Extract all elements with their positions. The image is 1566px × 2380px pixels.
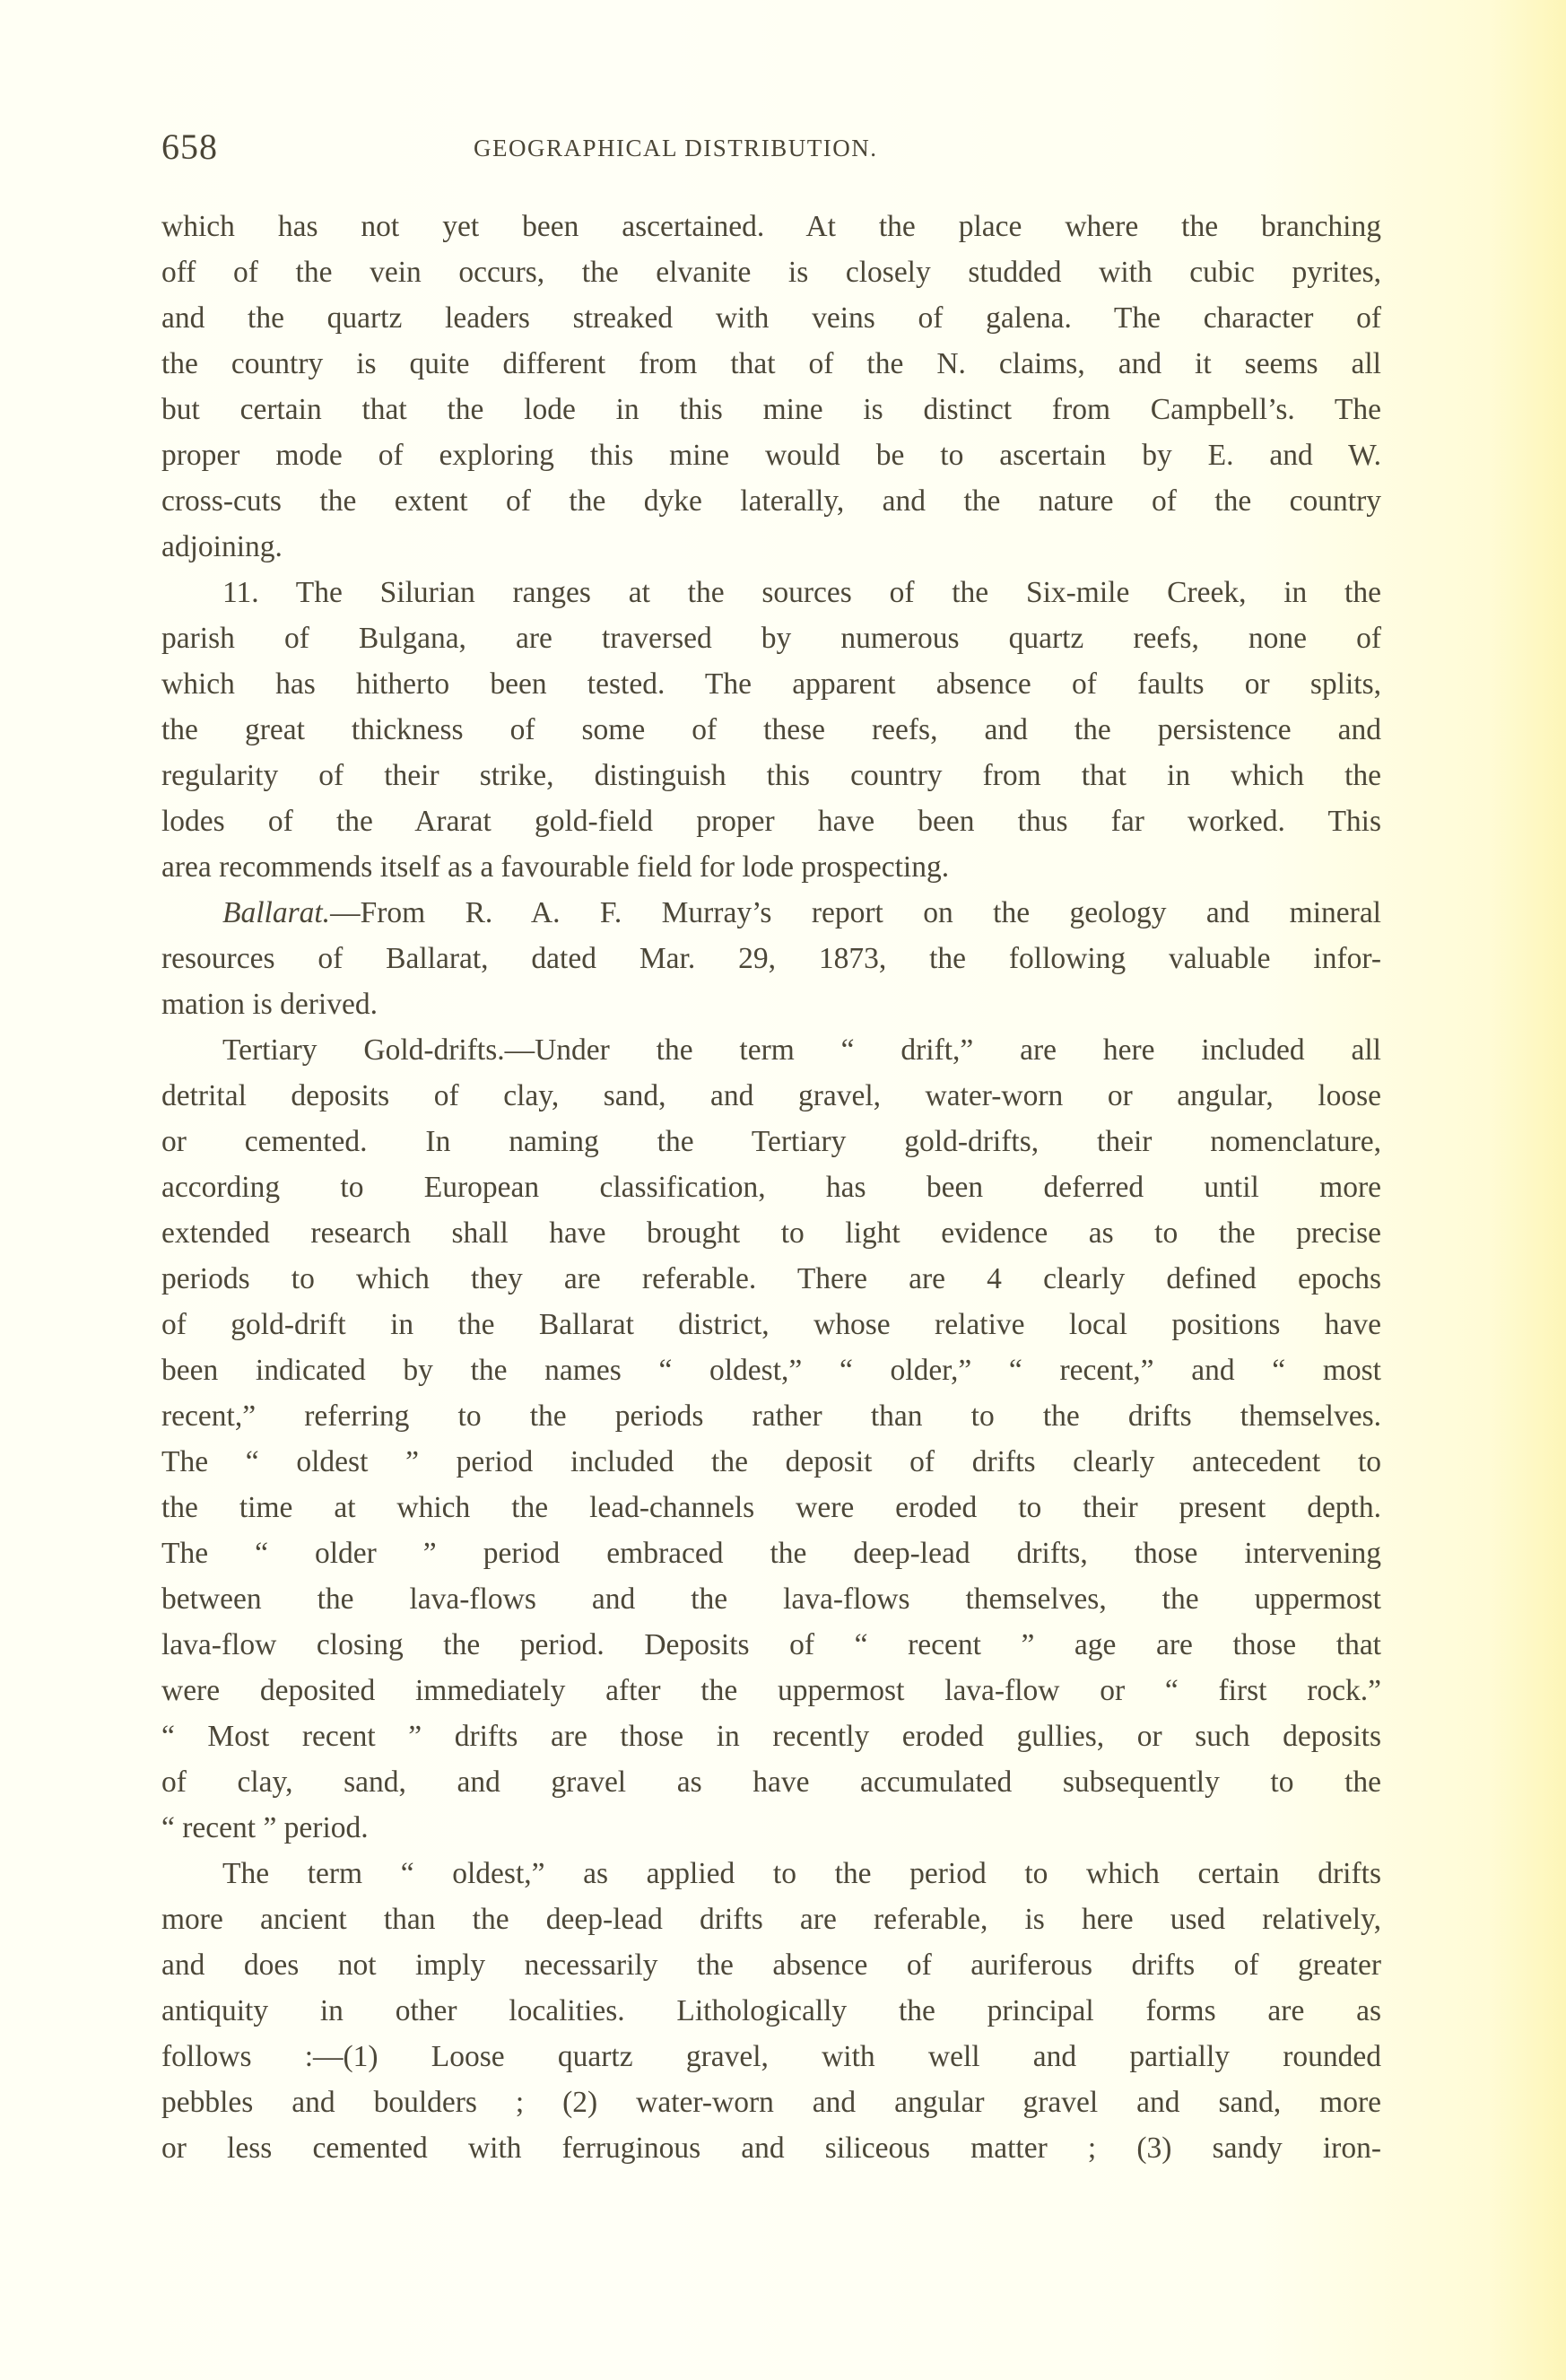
running-head	[161, 126, 1381, 170]
text-line	[222, 1852, 1381, 1896]
line-text: were deposited immediately after the uppermost lava-flow or “ first rock.”	[161, 1674, 1381, 1707]
line-text: the country is quite different from that of the N. claims, and it seems all	[161, 347, 1381, 380]
text-line	[161, 250, 1381, 295]
line-text: proper mode of exploring this mine would be to ascertain by E. and W.	[161, 439, 1381, 472]
line-text: but certain that the lode in this mine is distinct from Campbell’s. The	[161, 393, 1381, 426]
line-text: cross-cuts the extent of the dyke laterally, and the nature of the country	[161, 484, 1381, 518]
line-text: according to European classification, has been deferred until more	[161, 1171, 1381, 1204]
line-text: The “ oldest ” period included the deposit of drifts clearly antecedent to	[161, 1445, 1381, 1478]
line-text: which has not yet been ascertained. At the place where the branching	[161, 210, 1381, 243]
text-line	[161, 296, 1381, 341]
text-line	[161, 2126, 1381, 2171]
text-line	[161, 662, 1381, 707]
line-text: the great thickness of some of these reefs, and the persistence and	[161, 713, 1381, 746]
text-line	[161, 1165, 1381, 1210]
text-line	[161, 479, 1381, 524]
text-line	[161, 1394, 1381, 1439]
text-line	[161, 1943, 1381, 1988]
text-line	[161, 708, 1381, 753]
line-text: of clay, sand, and gravel as have accumulated subsequently to the	[161, 1765, 1381, 1799]
line-text: the time at which the lead-channels were eroded to their present depth.	[161, 1491, 1381, 1524]
text-line	[161, 1669, 1381, 1713]
line-text: and the quartz leaders streaked with veins of galena. The character of	[161, 301, 1381, 335]
line-text: resources of Ballarat, dated Mar. 29, 1873, the following valuable infor-	[161, 942, 1381, 975]
line-text: “ Most recent ” drifts are those in recently eroded gullies, or such deposits	[161, 1720, 1381, 1753]
text-line	[161, 1531, 1381, 1576]
line-text: or less cemented with ferruginous and siliceous matter ; (3) sandy iron-	[161, 2132, 1381, 2165]
line-text: recent,” referring to the periods rather than to the drifts themselves.	[161, 1399, 1381, 1433]
line-text: or cemented. In naming the Tertiary gold-drifts, their nomenclature,	[161, 1125, 1381, 1158]
line-text: periods to which they are referable. There are 4 clearly defined epochs	[161, 1262, 1381, 1295]
line-text: Tertiary Gold-drifts.—Under the term “ drift,” are here included all	[222, 1033, 1381, 1067]
line-text: —From R. A. F. Murray’s report on the geology and mineral	[330, 896, 1381, 929]
italic-section-title: Ballarat.	[222, 896, 331, 929]
text-line	[161, 205, 1381, 249]
line-text: mation is derived.	[161, 988, 378, 1021]
line-text: regularity of their strike, distinguish this country from that in which the	[161, 759, 1381, 792]
line-text: area recommends itself as a favourable field for lode prospecting.	[161, 850, 950, 884]
text-line	[161, 2035, 1381, 2079]
text-line	[161, 1897, 1381, 1942]
line-text: of gold-drift in the Ballarat district, whose relative local positions have	[161, 1308, 1381, 1341]
text-line	[161, 1623, 1381, 1668]
line-text: and does not imply necessarily the absence of auriferous drifts of greater	[161, 1948, 1381, 1982]
text-line	[161, 1989, 1381, 2034]
text-line	[161, 616, 1381, 661]
text-line	[161, 2080, 1381, 2125]
line-text: detrital deposits of clay, sand, and gravel, water-worn or angular, loose	[161, 1079, 1381, 1112]
line-text: more ancient than the deep-lead drifts are referable, is here used relatively,	[161, 1903, 1381, 1936]
text-line	[222, 1028, 1381, 1073]
text-line	[161, 388, 1381, 432]
line-text: “ recent ” period.	[161, 1811, 369, 1844]
line-text: between the lava-flows and the lava-flows themselves, the uppermost	[161, 1582, 1381, 1616]
line-text: lodes of the Ararat gold-field proper have been thus far worked. This	[161, 805, 1381, 838]
text-line	[161, 433, 1381, 478]
text-line	[161, 845, 1381, 890]
text-line	[161, 525, 1381, 570]
text-line	[161, 1577, 1381, 1622]
page-number: 658	[161, 126, 218, 167]
text-line	[161, 1440, 1381, 1485]
text-line	[161, 799, 1381, 844]
line-text: parish of Bulgana, are traversed by numerous quartz reefs, none of	[161, 622, 1381, 655]
text-line	[161, 982, 1381, 1027]
text-line	[161, 1120, 1381, 1164]
line-text: follows :—(1) Loose quartz gravel, with well and partially rounded	[161, 2040, 1381, 2073]
line-text: lava-flow closing the period. Deposits of “ recent ” age are those that	[161, 1628, 1381, 1661]
line-text: adjoining.	[161, 530, 283, 563]
text-line	[161, 1760, 1381, 1805]
text-line	[161, 1806, 1381, 1851]
text-line	[161, 937, 1381, 981]
line-text: 11. The Silurian ranges at the sources of the Six-mile Creek, in the	[222, 576, 1381, 609]
line-text: extended research shall have brought to light evidence as to the precise	[161, 1216, 1381, 1250]
text-line	[161, 1303, 1381, 1347]
line-text: off of the vein occurs, the elvanite is closely studded with cubic pyrites,	[161, 256, 1381, 289]
text-line	[161, 1348, 1381, 1393]
text-line	[161, 1714, 1381, 1759]
text-line	[161, 1074, 1381, 1119]
text-line	[161, 1257, 1381, 1302]
text-line	[222, 571, 1381, 615]
line-text: been indicated by the names “ oldest,” “ older,” “ recent,” and “ most	[161, 1354, 1381, 1387]
text-line	[161, 1486, 1381, 1530]
text-line	[222, 891, 1381, 936]
line-text: antiquity in other localities. Lithologically the principal forms are as	[161, 1994, 1381, 2027]
line-text: pebbles and boulders ; (2) water-worn and angular gravel and sand, more	[161, 2086, 1381, 2119]
line-text: The term “ oldest,” as applied to the period to which certain drifts	[222, 1857, 1381, 1890]
line-text: which has hitherto been tested. The apparent absence of faults or splits,	[161, 667, 1381, 701]
text-line	[161, 1211, 1381, 1256]
running-title: GEOGRAPHICAL DISTRIBUTION.	[474, 135, 878, 161]
line-text: The “ older ” period embraced the deep-lead drifts, those intervening	[161, 1537, 1381, 1570]
text-line	[161, 342, 1381, 387]
text-line	[161, 754, 1381, 798]
